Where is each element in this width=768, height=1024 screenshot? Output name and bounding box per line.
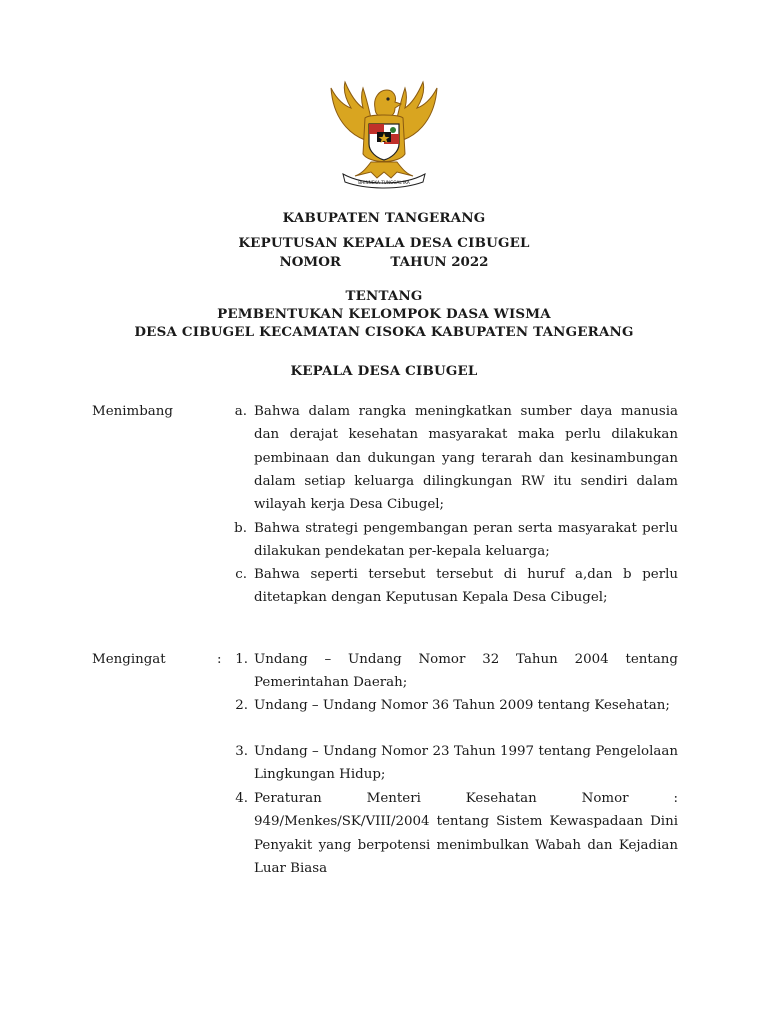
menimbang-marker-c: c. xyxy=(235,567,247,582)
mengingat-marker-1: 1. xyxy=(235,652,248,667)
subject-line-2: DESA CIBUGEL KECAMATAN CISOKA KABUPATEN TANGERANG xyxy=(134,324,634,340)
tentang-heading: TENTANG xyxy=(345,288,423,304)
mengingat-marker-4: 4. xyxy=(235,791,248,806)
menimbang-label: Menimbang xyxy=(92,404,173,419)
menimbang-item-a: Bahwa dalam rangka meningkatkan sumber daya manusia dan derajat kesehatan masyarakat maka perlu dilakukan pembinaan dan dukungan yang terarah dan kesinambungan dalam setiap keluarga dilingkungan RW itu sendiri dalam wilayah kerja Desa Cibugel; xyxy=(254,404,678,513)
decree-year: TAHUN 2022 xyxy=(390,254,489,270)
mengingat-marker-2: 2. xyxy=(235,698,248,713)
nomor-label: NOMOR xyxy=(279,254,342,270)
mengingat-colon: : xyxy=(217,652,222,667)
decree-title: KEPUTUSAN KEPALA DESA CIBUGEL xyxy=(238,235,530,251)
decree-number-line xyxy=(0,254,768,270)
menimbang-marker-a: a. xyxy=(234,404,247,419)
mengingat-item-2: Undang – Undang Nomor 36 Tahun 2009 tentang Kesehatan; xyxy=(254,698,670,713)
region-heading: KABUPATEN TANGERANG xyxy=(282,210,486,226)
garuda-pancasila-emblem xyxy=(325,78,443,190)
subject-line-1: PEMBENTUKAN KELOMPOK DASA WISMA xyxy=(217,306,551,322)
mengingat-item-4: Peraturan Menteri Kesehatan Nomor : 949/Menkes/SK/VIII/2004 tentang Sistem Kewaspadaan Dini Penyakit yang berpotensi menimbulkan Wabah dan Kejadian Luar Biasa xyxy=(254,791,678,876)
menimbang-item-b: Bahwa strategi pengembangan peran serta masyarakat perlu dilakukan pendekatan per-kepala keluarga; xyxy=(254,521,678,560)
mengingat-item-3: Undang – Undang Nomor 23 Tahun 1997 tentang Pengelolaan Lingkungan Hidup; xyxy=(254,744,678,783)
mengingat-label: Mengingat xyxy=(92,652,166,667)
menimbang-marker-b: b. xyxy=(234,521,247,536)
menimbang-item-c: Bahwa seperti tersebut tersebut di huruf a,dan b perlu ditetapkan dengan Keputusan Kepala Desa Cibugel; xyxy=(254,567,678,606)
mengingat-item-1: Undang – Undang Nomor 32 Tahun 2004 tentang Pemerintahan Daerah; xyxy=(254,652,678,691)
official-heading: KEPALA DESA CIBUGEL xyxy=(290,363,478,379)
emblem-motto: BHINNEKA TUNGGAL IKA xyxy=(358,180,410,185)
mengingat-marker-3: 3. xyxy=(235,744,248,759)
